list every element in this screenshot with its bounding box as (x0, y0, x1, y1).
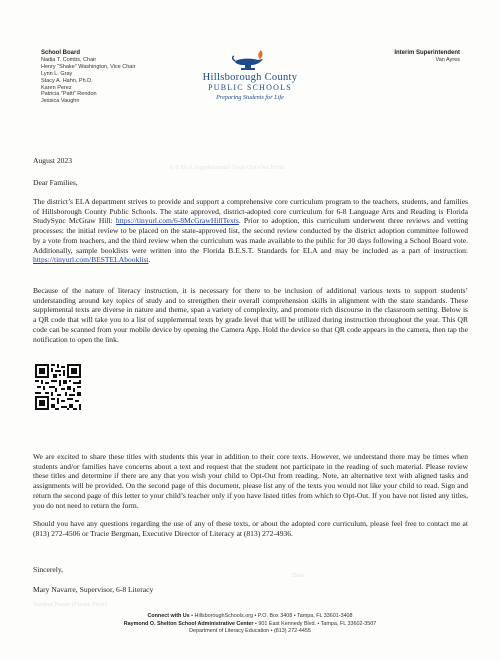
paragraph-supplemental-texts: Because of the nature of literacy instruction, it is necessary for there to be inclusion of additional various texts to support students’ understanding around key topics of study and to strengthen their overall comprehension skills in alignment with the state standards. These supplemental texts are diverse in nature and theme, span a variety of complexity, and promote rich discourse in the classroom setting. Below is a QR code that will take you to a list of supplemental texts by grade level that will be utilized during instruction throughout the year. This QR code can be scanned from your mobile device by opening the Camera App. Hold the device so that QR code appears in the camera, then tap the notification to open the link. (33, 286, 468, 344)
district-tagline: Preparing Students for Life (216, 94, 284, 101)
district-name: Hillsborough County (202, 72, 298, 83)
paragraph-opt-out: We are excited to share these titles with students this year in addition to their core texts. However, we understand there may be times when students and/or families have concerns about a text and request that the student not participate in the reading of such material. Please review these titles and determine if there are any that you wish your child to Opt-Out from reading. Note, an alternative text with aligned tasks and assignments will be provided. On the second page of this document, please list any of the texts you would not like your child to read. Sign and return the second page of this letter to your child’s teacher only if you have listed titles from which to Opt-Out. If you have not listed any titles, you do not need to return the form. (33, 452, 468, 510)
paragraph-text: The district’s ELA department strives to provide and support a comprehensive core curriculum program to the teachers, students, and families of Hillsborough County Public Schools. The state approved, district-adopted core curriculum for 6-8 Language Arts and Reading is Florida StudySync McGraw Hill: (33, 197, 468, 226)
salutation: Dear Families, (33, 178, 78, 187)
board-member: Nadia T. Combs, Chair (41, 56, 97, 63)
faint-show-through-heading: 6-8 ELA Supplemental Texts Opt-Out Form (170, 164, 285, 171)
school-board-heading: School Board (41, 50, 81, 56)
board-member: Lynn L. Gray (41, 70, 73, 77)
footer-line-1 (0, 613, 500, 621)
board-member: Jessica Vaughn (41, 98, 80, 105)
footer-connect-label: Connect with Us (147, 613, 190, 619)
faint-show-through-date: Date (292, 572, 305, 579)
district-subname: PUBLIC SCHOOLS (208, 83, 292, 92)
paragraph-text: . Prior to adoption, this curriculum underwent three reviews and vetting processes: the initial review to be placed on the state-approved list, the second review conducted by the district adoption committee followed by a vote from teachers, and the third review when the curriculum was made available to the public for 30 days following a School Board vote. Additionally, sample booklists were written into the Florida B.E.S.T. Standards for ELA and may be included as a part of instruction: (33, 216, 468, 255)
closing: Sincerely, (33, 565, 64, 574)
paragraph-contact: Should you have any questions regarding the use of any of these texts, or about the adopted core curriculum, please feel free to contact me at (813) 272-4506 or Tracie Bergman, Executive Director of Literacy at (813) 272-4936. (33, 519, 468, 538)
footer-line-3: Department of Literacy Education • (813) 272-4455 (189, 628, 311, 635)
district-logo (175, 48, 325, 108)
paragraph-text: . (148, 255, 151, 265)
board-member: Karen Perez (41, 84, 72, 91)
school-board-list (41, 50, 135, 105)
footer-address-text: • 901 East Kennedy Blvd. • Tampa, FL 33602-3507 (253, 620, 377, 627)
lamp-of-learning-icon (231, 48, 271, 72)
letter-footer (0, 613, 500, 636)
superintendent-heading: Interim Superintendent (394, 50, 460, 56)
board-member: Henry "Shake" Washington, Vice Chair (41, 63, 136, 70)
mcgraw-hill-texts-link[interactable]: https://tinyurl.com/6-8McGrawHillTexts (115, 216, 239, 226)
best-ela-booklist-link[interactable]: https://tinyurl.com/BESTELAbooklist (33, 255, 149, 265)
footer-contact-text: • HillsboroughSchools.org • P.O. Box 3408 • Tampa, FL 33601-3408 (189, 613, 353, 619)
paragraph-curriculum (33, 197, 468, 265)
qr-code[interactable] (33, 362, 83, 412)
superintendent-block (394, 50, 460, 64)
letter-date: August 2023 (33, 156, 73, 165)
board-member: Stacy A. Hahn, Ph.D. (41, 77, 93, 84)
superintendent-name: Van Ayres (435, 56, 460, 63)
faint-show-through-student-name: Student Name (Please Print) (33, 601, 107, 608)
footer-line-2 (0, 621, 500, 629)
board-member: Patricia "Patti" Rendon (41, 91, 97, 98)
footer-center-name: Raymond O. Shelton School Administrative Center (123, 620, 254, 627)
signer-name: Mary Navarre, Supervisor, 6-8 Literacy (33, 585, 154, 594)
